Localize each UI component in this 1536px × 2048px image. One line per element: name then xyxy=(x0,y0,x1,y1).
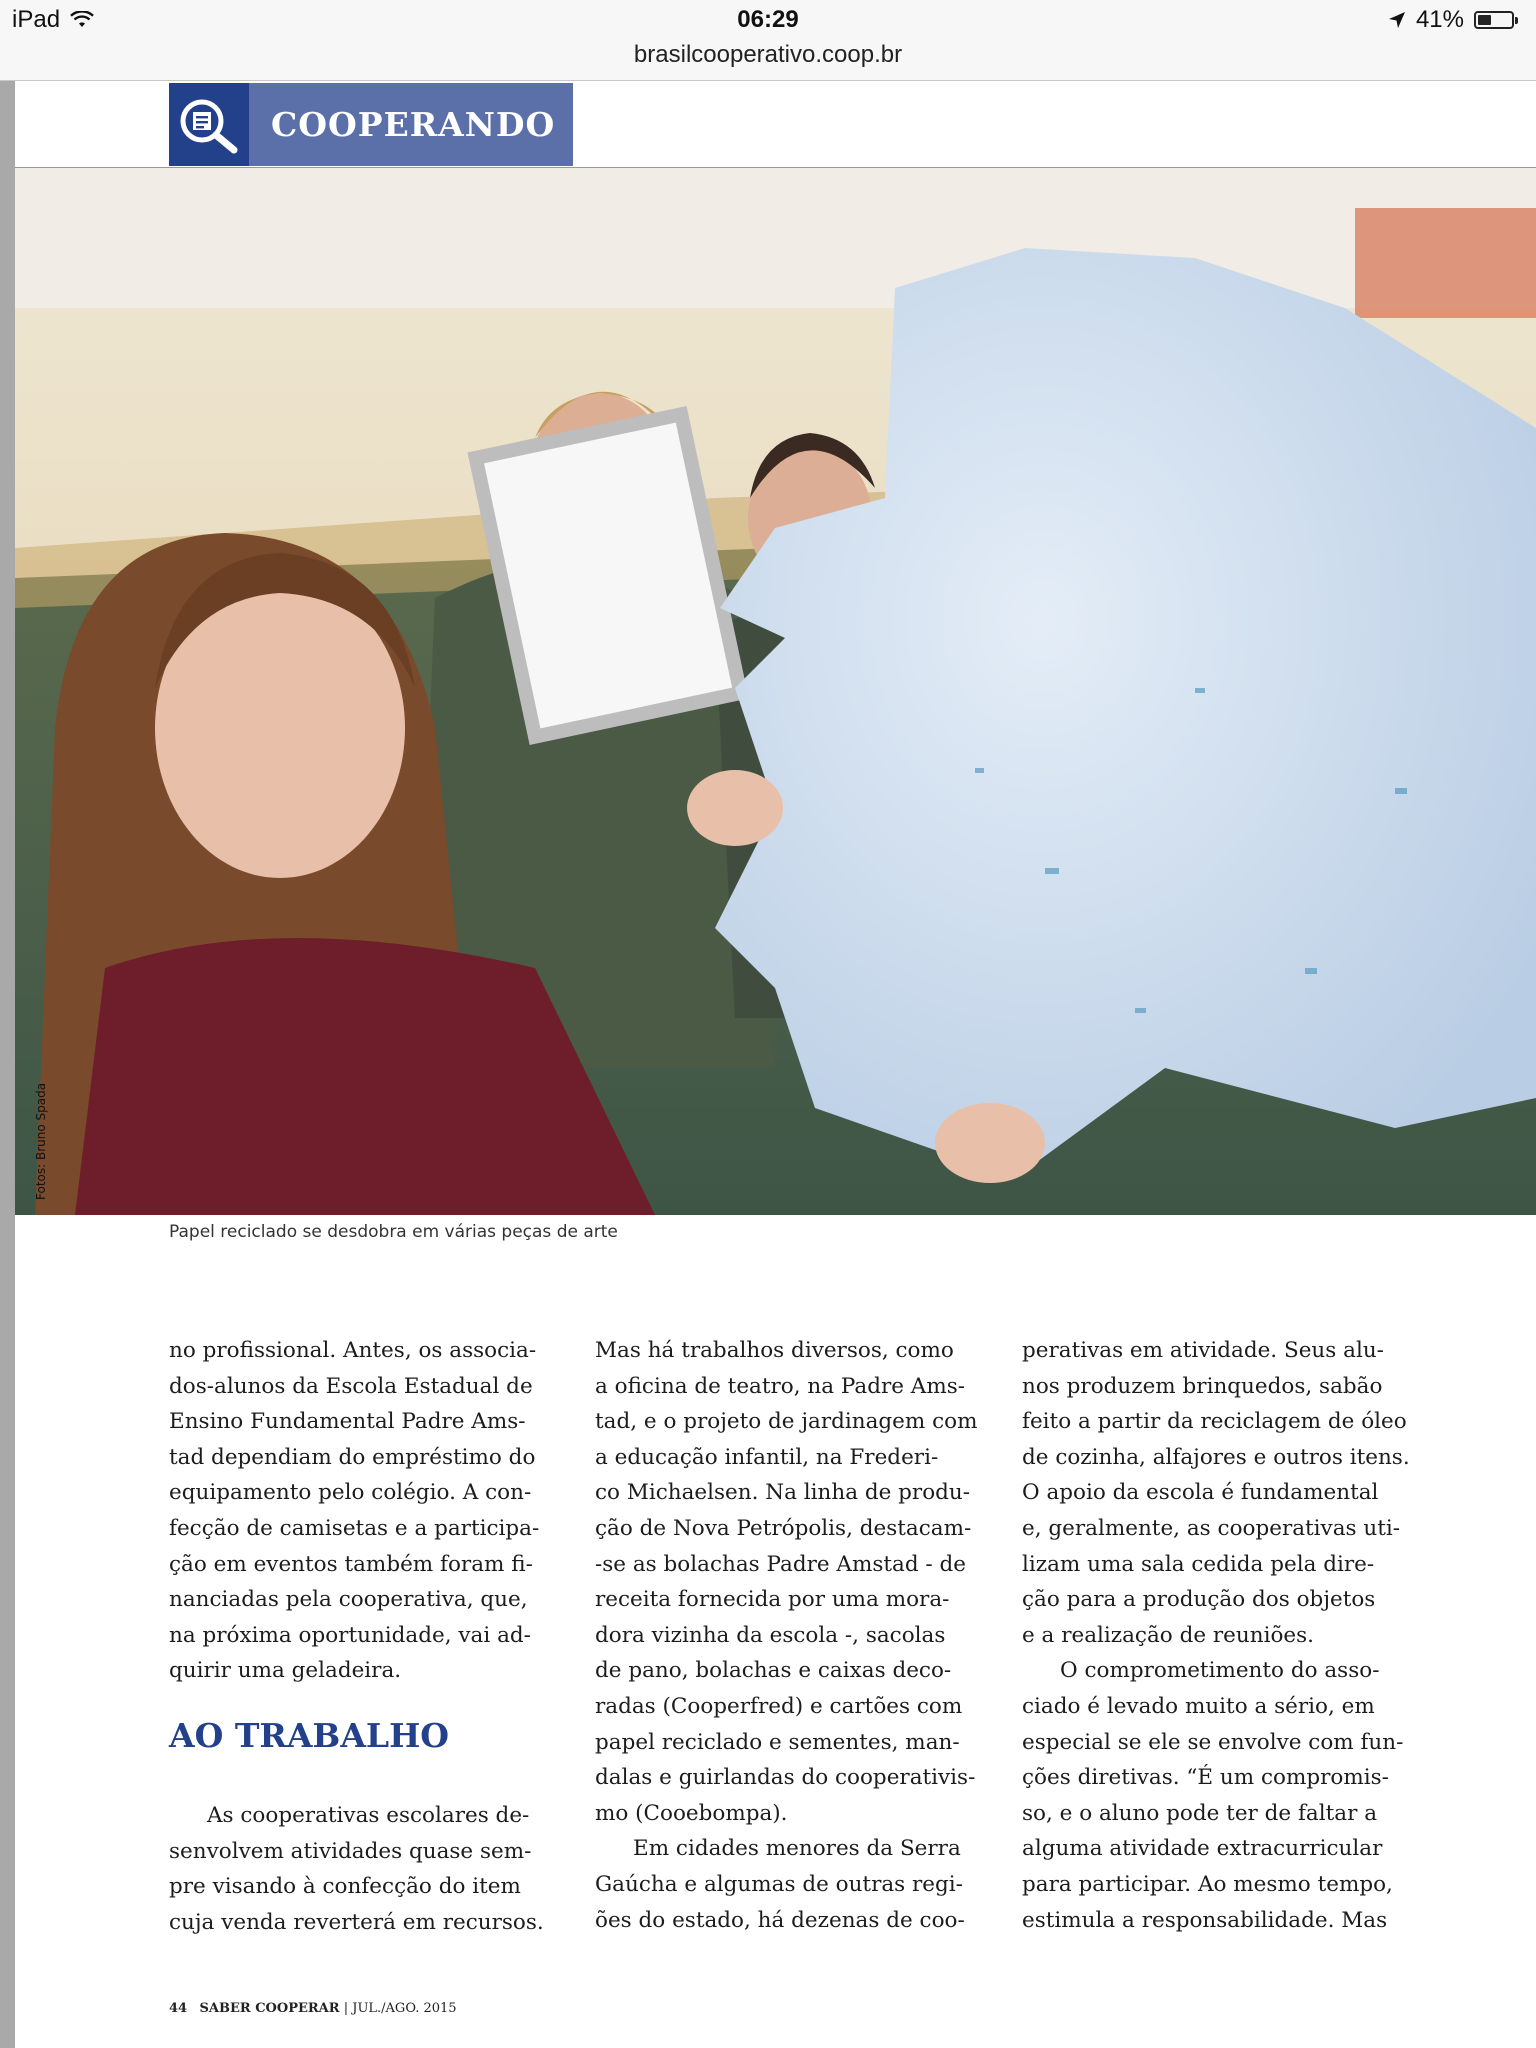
text-line: Em cidades menores da Serra xyxy=(633,1836,961,1862)
url-text: brasilcooperativo.coop.br xyxy=(633,41,903,68)
status-bar xyxy=(0,0,1536,40)
text-line: tad, e o projeto de jardinagem com xyxy=(595,1409,978,1435)
text-line: radas (Cooperfred) e cartões com xyxy=(595,1693,963,1719)
section-icon-box xyxy=(169,83,249,166)
magazine-name: SABER COOPERAR xyxy=(199,2001,340,2016)
text-line: quirir uma geladeira. xyxy=(169,1658,402,1684)
photo-credit: Fotos: Bruno Spada xyxy=(34,1082,48,1200)
text-line: feito a partir da reciclagem de óleo xyxy=(1022,1409,1407,1435)
text-line: ção de Nova Petrópolis, destacam- xyxy=(595,1515,972,1541)
text-line: senvolvem atividades quase sem- xyxy=(169,1838,532,1864)
status-right xyxy=(1388,6,1514,34)
page-edge xyxy=(0,81,15,2048)
text-line: equipamento pelo colégio. A con- xyxy=(169,1480,532,1506)
text-line: ciado é levado muito a sério, em xyxy=(1022,1693,1375,1719)
text-line: Ensino Fundamental Padre Ams- xyxy=(169,1409,526,1435)
text-line: dalas e guirlandas do cooperativis- xyxy=(595,1765,976,1791)
text-line: dora vizinha da escola -, sacolas xyxy=(595,1622,946,1648)
text-line: a oficina de teatro, na Padre Ams- xyxy=(595,1373,966,1399)
text-line: Gaúcha e algumas de outras regi- xyxy=(595,1871,963,1897)
column-1-bottom xyxy=(169,1798,544,1940)
text-line: fecção de camisetas e a participa- xyxy=(169,1515,540,1541)
section-title: COOPERANDO xyxy=(271,105,556,144)
text-line: papel reciclado e sementes, man- xyxy=(595,1729,960,1755)
text-line: O apoio da escola é fundamental xyxy=(1022,1480,1379,1506)
subheading: AO TRABALHO xyxy=(169,1716,450,1755)
column-1-top xyxy=(169,1333,539,1689)
text-line: na próxima oportunidade, vai ad- xyxy=(169,1622,531,1648)
text-line: -se as bolachas Padre Amstad - de xyxy=(595,1551,967,1577)
battery-percent: 41% xyxy=(1415,6,1464,33)
text-line: As cooperativas escolares de- xyxy=(207,1803,530,1828)
text-line: Mas há trabalhos diversos, como xyxy=(595,1338,954,1363)
photo-caption: Papel reciclado se desdobra em várias peças de arte xyxy=(169,1222,618,1242)
page-number: 44 xyxy=(169,2001,188,2016)
text-line: a educação infantil, na Frederi- xyxy=(595,1444,939,1470)
photo-illustration xyxy=(15,168,1536,1215)
text-line: perativas em atividade. Seus alu- xyxy=(1022,1338,1384,1363)
text-line: tad dependiam do empréstimo do xyxy=(169,1444,536,1470)
url-bar[interactable] xyxy=(0,40,1536,81)
text-line: estimula a responsabilidade. Mas xyxy=(1022,1907,1388,1933)
text-line: no profissional. Antes, os associa- xyxy=(169,1338,537,1363)
magnifier-document-icon xyxy=(176,95,242,155)
column-2 xyxy=(595,1333,978,1938)
text-line: pre visando à confecção do item xyxy=(169,1874,521,1900)
battery-fill xyxy=(1478,15,1491,25)
text-line: ções diretivas. “É um compromis- xyxy=(1022,1765,1389,1791)
battery-icon xyxy=(1474,11,1514,29)
text-line: dos-alunos da Escola Estadual de xyxy=(169,1373,533,1399)
text-line: nos produzem brinquedos, sabão xyxy=(1022,1373,1383,1399)
location-arrow-icon xyxy=(1388,11,1406,29)
section-tag xyxy=(169,83,573,166)
text-line: para participar. Ao mesmo tempo, xyxy=(1022,1871,1393,1897)
text-line: nanciadas pela cooperativa, que, xyxy=(169,1587,528,1613)
page-footer: 44 SABER COOPERAR | JUL./AGO. 2015 xyxy=(169,2001,457,2016)
text-line: so, e o aluno pode ter de faltar a xyxy=(1022,1800,1378,1826)
text-line: cuja venda reverterá em recursos. xyxy=(169,1909,544,1935)
text-line: mo (Cooebompa). xyxy=(595,1800,788,1826)
article-photo xyxy=(15,168,1536,1215)
text-line: ção para a produção dos objetos xyxy=(1022,1587,1376,1613)
text-line: O comprometimento do asso- xyxy=(1060,1658,1380,1684)
column-3 xyxy=(1022,1333,1410,1938)
text-line: receita fornecida por uma mora- xyxy=(595,1587,950,1613)
clock: 06:29 xyxy=(737,6,799,33)
text-line: lizam uma sala cedida pela dire- xyxy=(1022,1551,1375,1577)
text-line: e, geralmente, as cooperativas uti- xyxy=(1022,1515,1401,1541)
text-line: ção em eventos também foram fi- xyxy=(169,1551,533,1577)
text-line: de cozinha, alfajores e outros itens. xyxy=(1022,1444,1410,1470)
text-line: especial se ele se envolve com fun- xyxy=(1022,1729,1404,1755)
issue-date: JUL./AGO. 2015 xyxy=(352,2001,457,2016)
text-line: ões do estado, há dezenas de coo- xyxy=(595,1907,965,1933)
text-line: alguma atividade extracurricular xyxy=(1022,1836,1383,1862)
device-name: iPad xyxy=(12,6,61,33)
text-line: e a realização de reuniões. xyxy=(1022,1622,1314,1648)
text-line: co Michaelsen. Na linha de produ- xyxy=(595,1480,971,1506)
text-line: de pano, bolachas e caixas deco- xyxy=(595,1658,952,1684)
